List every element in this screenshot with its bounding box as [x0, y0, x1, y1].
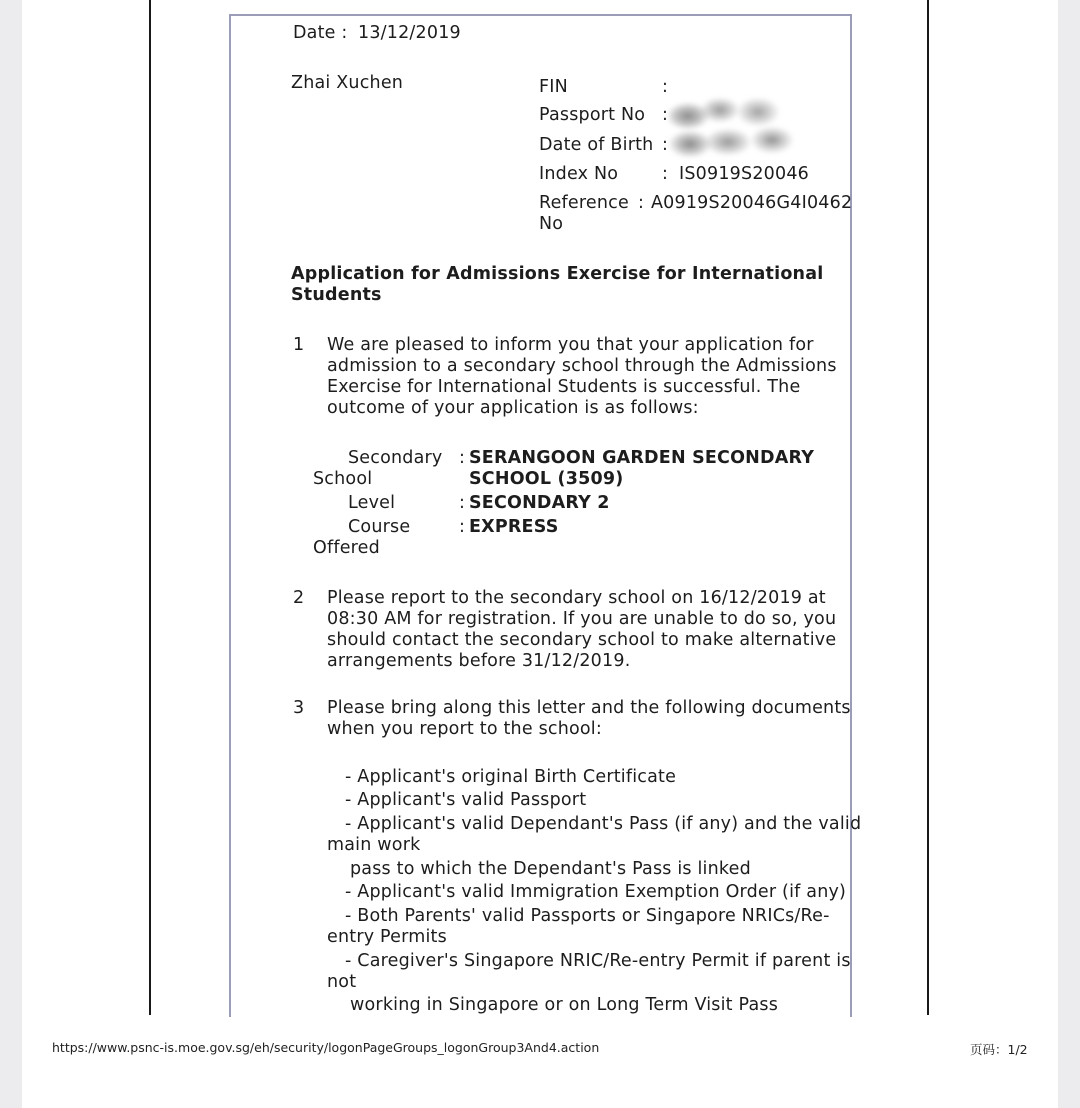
redacted-blur	[668, 98, 798, 160]
document-item: - Caregiver's Singapore NRIC/Re-entry Permit if parent is	[345, 951, 851, 971]
document-item-cont: entry Permits	[327, 927, 447, 947]
student-name: Zhai Xuchen	[291, 73, 404, 93]
page-border-left	[149, 0, 151, 1015]
field-colon: :	[662, 135, 669, 155]
para-number: 3	[293, 698, 305, 718]
document-item-cont: not	[327, 972, 357, 992]
para1-line: Exercise for International Students is successful. The	[327, 377, 801, 397]
field-colon: :	[662, 105, 669, 125]
field-label-reference: Reference	[539, 193, 629, 213]
field-label-fin: FIN	[539, 77, 568, 97]
footer-url: https://www.psnc-is.moe.gov.sg/eh/security/logonPageGroups_logonGroup3And4.action	[52, 1040, 600, 1055]
para1-line: admission to a secondary school through the Admissions	[327, 356, 837, 376]
date-label: Date :	[293, 23, 348, 43]
document-item-cont: working in Singapore or on Long Term Visit Pass	[350, 995, 779, 1015]
field-colon: :	[638, 193, 645, 213]
outcome-school-value: SERANGOON GARDEN SECONDARY	[469, 448, 815, 468]
field-colon: :	[662, 164, 669, 184]
document-item: - Both Parents' valid Passports or Singapore NRICs/Re-	[345, 906, 830, 926]
outcome-school-value-cont: SCHOOL (3509)	[469, 469, 624, 489]
para2-line: 08:30 AM for registration. If you are unable to do so, you	[327, 609, 837, 629]
field-value-reference: A0919S20046G4I0462	[651, 193, 853, 213]
document-item: - Applicant's valid Immigration Exemption Order (if any)	[345, 882, 847, 902]
para2-line: Please report to the secondary school on 16/12/2019 at	[327, 588, 826, 608]
date-value: 13/12/2019	[358, 23, 461, 43]
outcome-school-label: Secondary	[348, 448, 443, 468]
outcome-course-label-cont: Offered	[313, 538, 380, 558]
field-colon: :	[662, 77, 669, 97]
document-item: - Applicant's valid Dependant's Pass (if any) and the valid	[345, 814, 862, 834]
outcome-colon: :	[459, 517, 466, 537]
document-item: - Applicant's valid Passport	[345, 790, 587, 810]
document-item: - Applicant's original Birth Certificate	[345, 767, 677, 787]
outcome-level-label: Level	[348, 493, 396, 513]
para2-line: arrangements before 31/12/2019.	[327, 651, 631, 671]
page-border-right	[927, 0, 929, 1015]
field-label-index: Index No	[539, 164, 619, 184]
field-label-reference-cont: No	[539, 214, 564, 234]
para3-line: when you report to the school:	[327, 719, 602, 739]
outcome-level-value: SECONDARY 2	[469, 493, 610, 513]
document-item-cont: pass to which the Dependant's Pass is linked	[350, 859, 751, 879]
para-number: 2	[293, 588, 305, 608]
para2-line: should contact the secondary school to make alternative	[327, 630, 837, 650]
footer-page-number: 页码：1/2	[970, 1042, 1028, 1057]
outcome-colon: :	[459, 493, 466, 513]
letter-title-line1: Application for Admissions Exercise for International	[291, 264, 824, 284]
document-item-cont: main work	[327, 835, 421, 855]
para1-line: outcome of your application is as follows:	[327, 398, 699, 418]
field-value-index: IS0919S20046	[679, 164, 809, 184]
outcome-course-value: EXPRESS	[469, 517, 559, 537]
para1-line: We are pleased to inform you that your application for	[327, 335, 814, 355]
letter-title-line2: Students	[291, 285, 382, 305]
para3-line: Please bring along this letter and the following documents	[327, 698, 851, 718]
field-label-passport: Passport No	[539, 105, 646, 125]
outcome-colon: :	[459, 448, 466, 468]
outcome-course-label: Course	[348, 517, 411, 537]
para-number: 1	[293, 335, 305, 355]
outcome-school-label-cont: School	[313, 469, 373, 489]
field-label-dob: Date of Birth	[539, 135, 654, 155]
